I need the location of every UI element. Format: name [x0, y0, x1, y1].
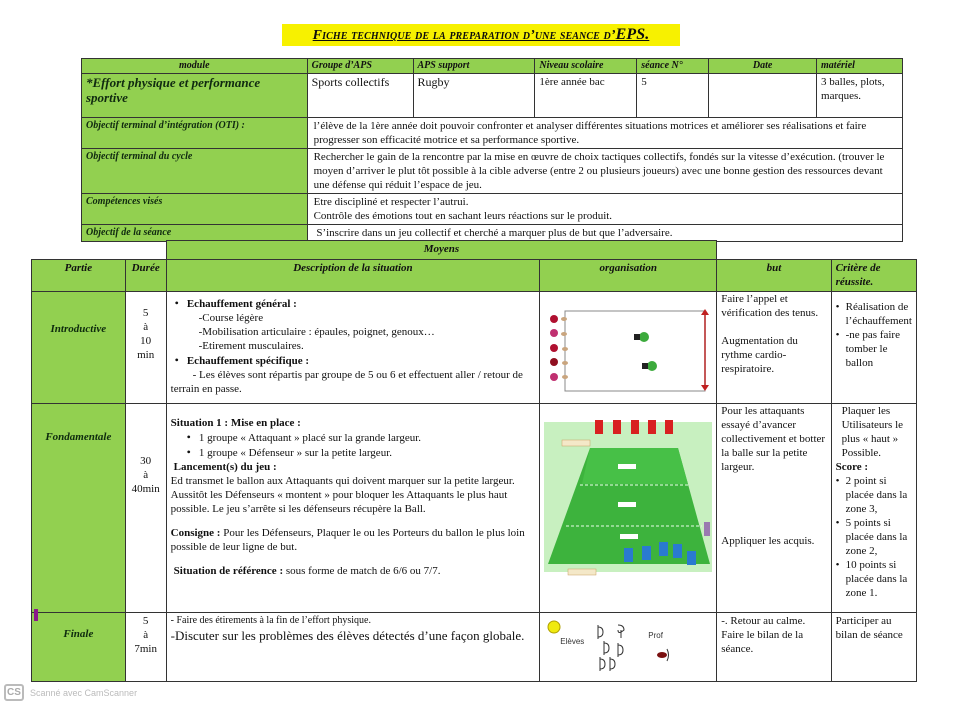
camscanner-logo: CS	[4, 684, 24, 701]
otc-text: Rechercher le gain de la rencontre par la mise en œuvre de choix tactiques collectifs, fondés sur la vitesse d’exécution. (trouver le moyen d’arriver le plut tôt possible à la cible adverse (entre 2 ou plusieurs joueurs) avec une bonne gestion des ressources devant une défense qui réduit l’espace de jeu.	[307, 149, 902, 194]
but-text: Pour les attaquants essayé d’avancer collectivement et botter la balle sur la petite largeur.	[721, 405, 826, 473]
ball-icon	[548, 621, 560, 633]
zone-label-3	[618, 464, 636, 469]
row-introductive	[32, 292, 917, 404]
col-groupe: Groupe d’APS	[307, 59, 413, 74]
zone-label-1	[620, 534, 638, 539]
competence-2: Contrôle des émotions tout en sachant leurs réactions sur le produit.	[313, 210, 613, 222]
org-finale	[540, 613, 717, 682]
critere-item: Participer au bilan de séance	[835, 615, 903, 641]
critere-intro: Plaquer les Utilisateurs le plus « haut » Possible.	[841, 405, 904, 459]
otc-label: Objectif terminal du cycle	[82, 149, 308, 194]
situation-heading: Situation 1 : Mise en place :	[170, 417, 301, 429]
objectif-seance-text: S’inscrire dans un jeu collectif et cherché a marquer plus de but que l’adversaire.	[307, 225, 902, 242]
duree-finale: 5 à 7min	[125, 613, 166, 682]
finale-line-2: -Discuter sur les problèmes des élèves détectés d’une façon globale.	[170, 628, 525, 643]
col-module: module	[82, 59, 308, 74]
score-label: Score :	[835, 461, 869, 473]
info-header-row	[82, 59, 903, 74]
lancement-text: Ed transmet le ballon aux Attaquants qui doivent marquer sur la petite largeur. Aussitôt les Défenseurs « montent » pour bloquer les Attaquants le plus haut possible. Le jeu s’arrête si les défenseurs récupère la Ball.	[170, 475, 515, 515]
margin-mark	[34, 609, 38, 621]
col-aps: APS support	[413, 59, 535, 74]
warmup-specific-heading: Echauffement spécifique :	[186, 355, 310, 367]
consigne-label: Consigne :	[170, 527, 221, 539]
critere-introductive	[831, 292, 916, 404]
but-text: Appliquer les acquis.	[721, 535, 815, 547]
niveau-value: 1ère année bac	[535, 74, 637, 118]
col-description: Description de la situation	[166, 260, 540, 292]
competences-text	[307, 194, 902, 225]
prof-label: Prof	[648, 631, 663, 640]
document-title: Fiche technique de la preparation d’une seance d’EPS.	[312, 26, 650, 43]
student-icons	[598, 625, 624, 671]
consigne-text: Pour les Défenseurs, Plaquer le ou les Porteurs du ballon le plus loin possible de leur ligne de but.	[170, 527, 525, 553]
lancement-heading: Lancement(s) du jeu :	[173, 461, 277, 473]
competence-1: Etre discipliné et respecter l’autrui.	[313, 196, 469, 208]
but-text: Faire l’appel et vérification des tenus.	[721, 293, 819, 319]
col-date: Date	[709, 59, 817, 74]
zone-label-2	[618, 502, 636, 507]
competences-row	[82, 194, 903, 225]
aps-value: Rugby	[413, 74, 535, 118]
objectif-seance-label: Objectif de la séance	[82, 225, 308, 242]
rugby-zones-diagram	[542, 406, 714, 606]
score-item: • 10 points si placée dans la zone 1.	[836, 558, 912, 600]
row-fondamentale	[32, 404, 917, 613]
col-materiel: matériel	[817, 59, 903, 74]
col-but: but	[717, 260, 831, 292]
partie-introductive: Introductive	[32, 292, 126, 404]
row-finale	[32, 613, 917, 682]
situation-item: • 1 groupe « Défenseur » sur la petite largeur.	[171, 445, 536, 460]
oti-label: Objectif terminal d’intégration (OTI) :	[82, 118, 308, 149]
but-text: Augmentation du rythme cardio-respiratoire.	[721, 335, 798, 375]
situation-item: • 1 groupe « Attaquant » placé sur la grande largeur.	[171, 430, 536, 445]
main-header-row	[32, 260, 917, 292]
warmup-item: -Mobilisation articulaire : épaules, poignet, genoux…	[198, 326, 435, 338]
seance-value: 5	[637, 74, 709, 118]
coach-icon	[704, 522, 710, 536]
col-niveau: Niveau scolaire	[535, 59, 637, 74]
warmup-specific-text: - Les élèves sont répartis par groupe de 5 ou 6 et effectuent aller / retour de terrain en passe.	[170, 369, 523, 395]
partie-finale: Finale	[32, 613, 126, 682]
title-banner	[282, 24, 680, 46]
col-duree: Durée	[125, 260, 166, 292]
critere-item: • Réalisation de l’échauffement	[836, 300, 912, 328]
objectif-seance-row	[82, 225, 903, 242]
eleves-label: Elèves	[560, 637, 585, 646]
warmup-general-heading: Echauffement général :	[186, 298, 297, 310]
duree-introductive: 5 à 10 min	[125, 292, 166, 404]
but-finale	[717, 613, 831, 682]
but-text: -. Retour au calme. Faire le bilan de la séance.	[721, 615, 806, 655]
desc-fondamentale	[166, 404, 540, 613]
partie-fondamentale: Fondamentale	[32, 404, 126, 613]
info-table	[81, 58, 903, 242]
groupe-value: Sports collectifs	[307, 74, 413, 118]
critere-item: • -ne pas faire tomber le ballon	[836, 328, 912, 370]
camscanner-text: Scanné avec CamScanner	[30, 687, 138, 698]
finale-line-1: - Faire des étirements à la fin de l’effort physique.	[170, 615, 371, 626]
oti-text: l’élève de la 1ère année doit pouvoir confronter et analyser différentes situations motrices et améliorer ses réalisations et faire progresser son efficacité motrice et sa performance sportive.	[307, 118, 902, 149]
desc-finale	[166, 613, 540, 682]
critere-finale	[831, 613, 916, 682]
but-fondamentale	[717, 404, 831, 613]
col-organisation: organisation	[540, 260, 717, 292]
reference-label: Situation de référence :	[173, 565, 284, 577]
col-seance: séance N°	[637, 59, 709, 74]
module-value: *Effort physique et performance sportive	[82, 74, 308, 118]
warmup-item: -Course légère	[198, 312, 264, 324]
info-value-row	[82, 74, 903, 118]
but-introductive	[717, 292, 831, 404]
warmup-field-diagram	[542, 295, 712, 395]
duree-fondamentale: 30 à 40min	[125, 404, 166, 613]
moyens-header: Moyens	[166, 241, 717, 260]
score-item: • 2 point si placée dans la zone 3,	[836, 474, 912, 516]
otc-row	[82, 149, 903, 194]
materiel-value: 3 balles, plots, marques.	[817, 74, 903, 118]
score-item: • 5 points si placée dans la zone 2,	[836, 516, 912, 558]
date-value	[709, 74, 817, 118]
reference-text: sous forme de match de 6/6 ou 7/7.	[283, 565, 441, 577]
competences-label: Compétences visés	[82, 194, 308, 225]
col-critere: Critère de réussite.	[831, 260, 916, 292]
desc-introductive	[166, 292, 540, 404]
session-table	[31, 240, 917, 682]
teacher-icon	[657, 652, 667, 658]
critere-fondamentale	[831, 404, 916, 613]
org-introductive	[540, 292, 717, 404]
org-fondamentale	[540, 404, 717, 613]
col-partie: Partie	[32, 260, 126, 292]
moyens-row	[32, 241, 917, 260]
warmup-item: -Etirement musculaires.	[198, 340, 304, 352]
oti-row	[82, 118, 903, 149]
camscanner-watermark	[4, 684, 137, 701]
